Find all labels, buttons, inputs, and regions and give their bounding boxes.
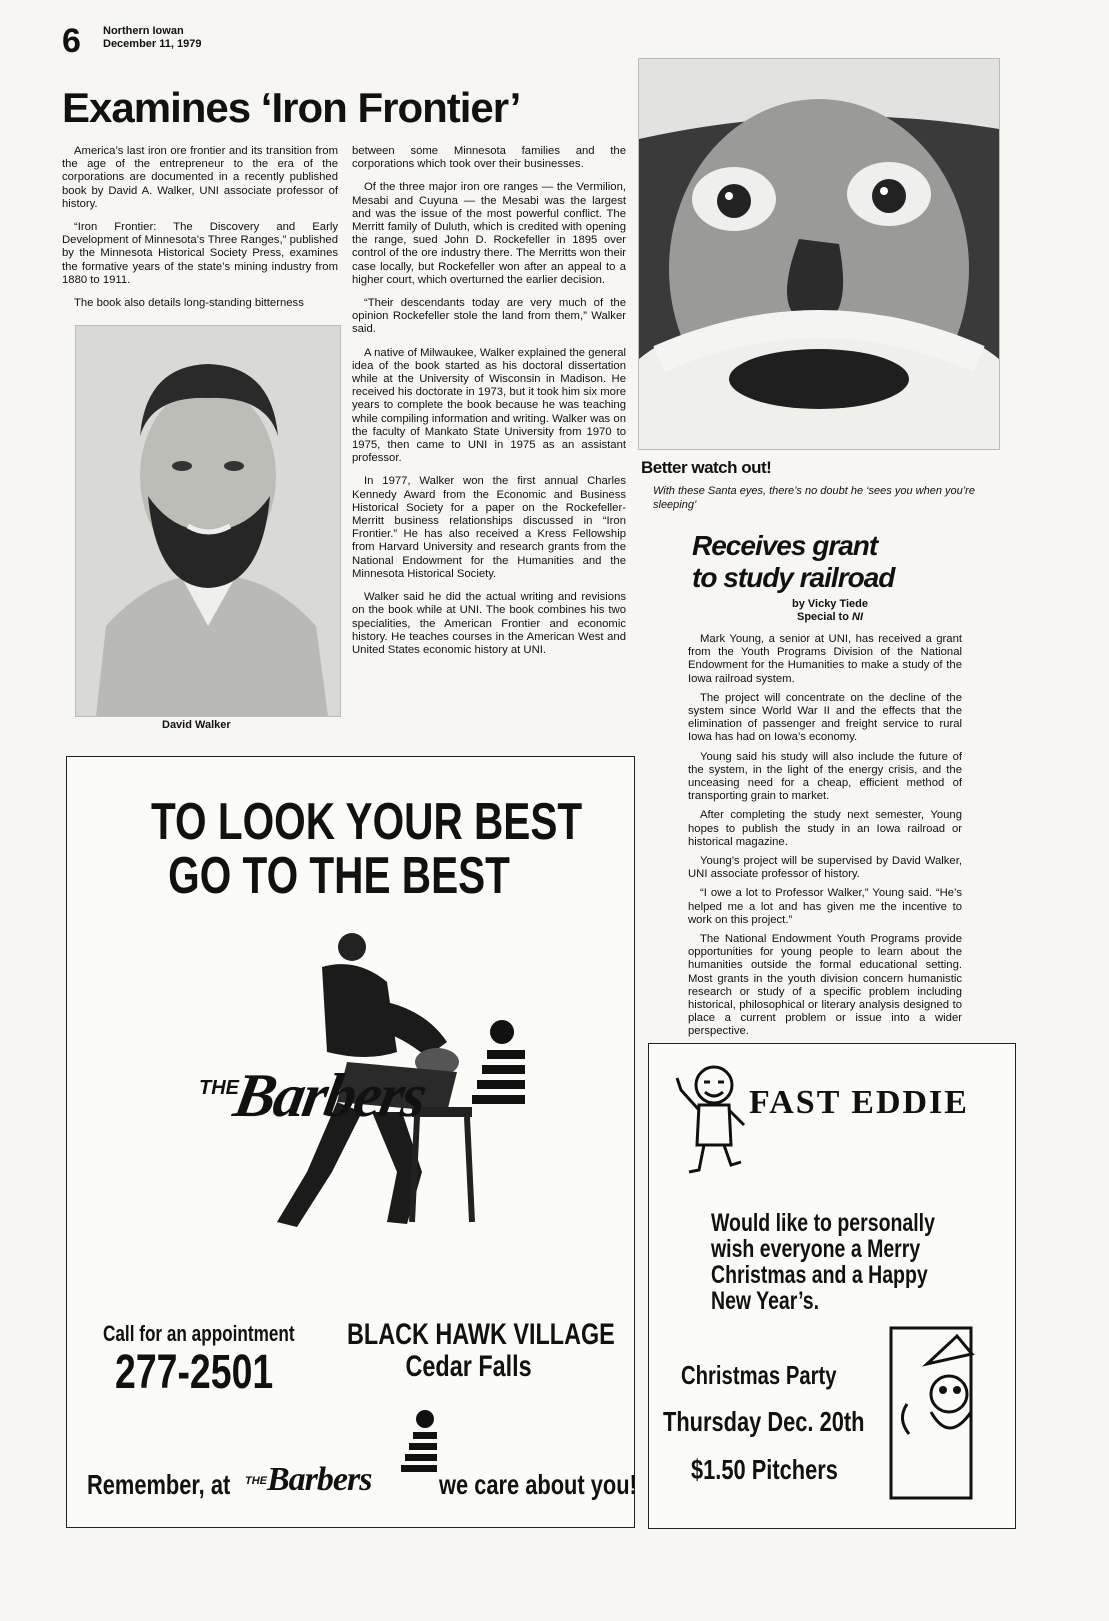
greeting-line: wish everyone a Merry <box>711 1235 921 1263</box>
ad-headline-line: TO LOOK YOUR BEST <box>151 793 583 851</box>
ad-headline-line: GO TO THE BEST <box>168 847 510 905</box>
byline-source <box>782 611 878 624</box>
call-text: Call for an appointment <box>103 1321 295 1346</box>
location-line: Cedar Falls <box>405 1350 532 1383</box>
paragraph: “I owe a lot to Professor Walker,” Young said. “He’s helped me a lot and has given me the incentive to work on this project.” <box>688 887 962 926</box>
paragraph: In 1977, Walker won the first annual Charles Kennedy Award from the Economic and Business Historical Society for a paper on the Rockefeller-Merritt business relationships discussed in “Iron Frontier.” He has also received a Kress Fellowship from Harvard University and research grants from the National Endowment for the Humanities and the Minnesota Historical Society. <box>352 475 626 580</box>
paragraph: A native of Milwaukee, Walker explained the general idea of the book started as his doctoral dissertation while at the University of Wisconsin in Madison. He received his doctorate in 1973, but it took him six more years to complete the book because he was teaching while compiling information and writing. Walker was on the faculty of Mankato State University from 1970 to 1975, then came to UNI in 1975 as an assistant professor. <box>352 346 626 465</box>
photo-caption: David Walker <box>162 719 231 731</box>
santa-illustration <box>639 59 999 449</box>
paragraph: Of the three major iron ore ranges — the Vermilion, Mesabi and Cuyuna — the Mesabi was the largest and was the issue of the most powerful conflict. The Merritt family of Duluth, which is credited with opening the range, sued John D. Rockefeller in 1895 over control of the ore industry there. The Merritts won their case locally, but Rockefeller won after an appeal to a higher court, which overturned the earlier decision. <box>352 181 626 286</box>
santa-door-icon <box>887 1324 987 1504</box>
event-line-1: Christmas Party <box>681 1360 837 1390</box>
paragraph: America’s last iron ore frontier and its transition from the age of the entrepreneur to the era of the corporations are documented in a recently published book by David A. Walker, UNI associate professor of history. <box>62 145 338 210</box>
paragraph: After completing the study next semester, Young hopes to publish the study in an Iowa railroad or historical magazine. <box>688 809 962 848</box>
headline-line: Receives grant <box>692 530 878 561</box>
paragraph: Young’s project will be supervised by David Walker, UNI associate professor of history. <box>688 855 962 881</box>
paper-name: Northern Iowan <box>103 25 184 37</box>
article-headline-grant <box>692 530 894 594</box>
paragraph: The project will concentrate on the decline of the system since World War II and the effects that the elimination of passenger and freight service to rural Iowa has had on Iowa’s economy. <box>688 691 962 744</box>
page-number: 6 <box>62 22 81 60</box>
eddie-name: FAST EDDIE <box>749 1084 969 1121</box>
event-line-3: $1.50 Pitchers <box>691 1454 838 1485</box>
ad-footer-left: Remember, at <box>87 1469 231 1500</box>
byline-prefix: Special to <box>796 611 853 623</box>
eddie-greeting <box>711 1210 935 1314</box>
paragraph: Young said his study will also include the future of the system, in the light of the energy crisis, and the unceasing need for a cheap, efficient method of transporting grain to market. <box>688 750 962 803</box>
paragraph: “Their descendants today are very much of the opinion Rockefeller stole the land from them,” Walker said. <box>352 297 626 336</box>
issue-date: December 11, 1979 <box>103 38 202 50</box>
ad-footer-right: we care about you! <box>439 1469 637 1500</box>
logo-the: THE <box>199 1077 239 1099</box>
footer-logo-the: THE <box>245 1475 267 1487</box>
article-column-2 <box>352 145 626 667</box>
article-grant-body <box>688 633 962 1045</box>
barbers-stripe-icon <box>397 1407 437 1477</box>
paragraph: The National Endowment Youth Programs provide opportunities for young people to learn about the humanities outside the formal educational setting. Most grants in the youth division concern humanistic research or study of a specific problem including historical, philosophical or literary analysis designed to place a current problem or issue into a wider perspective. <box>688 933 962 1038</box>
greeting-line: Christmas and a Happy <box>711 1261 928 1289</box>
location <box>347 1319 615 1383</box>
byline <box>782 598 878 624</box>
byline-publication: NI <box>852 611 864 623</box>
greeting-line: Would like to personally <box>711 1209 935 1237</box>
phone-number: 277-2501 <box>115 1346 274 1399</box>
footer-barbers-logo: Barbers <box>267 1461 372 1498</box>
article-headline-iron-frontier: Examines ‘Iron Frontier’ <box>62 84 521 131</box>
walker-photo <box>75 325 341 717</box>
headline-line: to study railroad <box>692 562 895 593</box>
paragraph: The book also details long-standing bitterness <box>74 297 304 310</box>
barbers-logo: Barbers <box>229 1062 431 1130</box>
santa-caption-title: Better watch out! <box>641 458 772 477</box>
paragraph: Walker said he did the actual writing and revisions on the book while at UNI. The book combines his two specialities, the American Frontier and economic history. He teaches courses in the American West and United States economic history at UNI. <box>352 591 626 656</box>
santa-photo <box>638 58 1000 450</box>
location-line: BLACK HAWK VILLAGE <box>347 1318 615 1351</box>
barbers-advertisement <box>66 756 635 1528</box>
paragraph: Mark Young, a senior at UNI, has received a grant from the Youth Programs Division of the National Endowment for the Humanities to make a study of the Iowa railroad system. <box>688 633 962 685</box>
portrait-illustration <box>76 326 340 716</box>
cartoon-eddie-icon <box>669 1060 754 1180</box>
greeting-line: New Year’s. <box>711 1287 820 1315</box>
paragraph: “Iron Frontier: The Discovery and Early Development of Minnesota’s Three Ranges,” published by the Minnesota Historical Society Press, examines the formative years of the state’s mining industry from 1880 to 1911. <box>62 221 338 286</box>
masthead <box>103 25 201 51</box>
fast-eddie-advertisement <box>648 1043 1016 1529</box>
ad-headline <box>151 795 582 903</box>
article-column-1 <box>62 145 338 320</box>
paragraph: between some Minnesota families and the corporations which took over their businesses. <box>352 145 626 171</box>
event-line-2: Thursday Dec. 20th <box>663 1406 865 1437</box>
santa-caption-text: With these Santa eyes, there’s no doubt he ‘sees you when you’re sleeping’ <box>653 485 975 511</box>
byline-author: by Vicky Tiede <box>791 598 869 610</box>
